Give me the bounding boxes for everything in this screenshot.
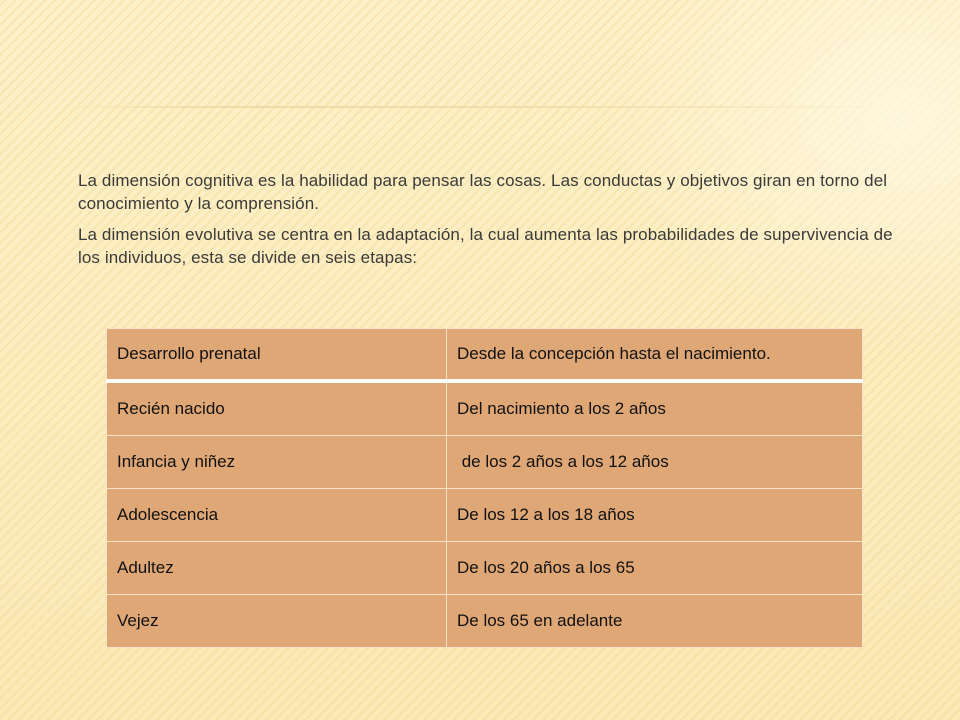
- table-row: [107, 489, 863, 542]
- stage-name-cell: Recién nacido: [107, 381, 447, 436]
- stage-range-cell: Del nacimiento a los 2 años: [447, 381, 863, 436]
- stage-range-cell: De los 20 años a los 65: [447, 542, 863, 595]
- stage-name-cell: Adultez: [107, 542, 447, 595]
- table-row: [107, 381, 863, 436]
- stage-name-cell: Adolescencia: [107, 489, 447, 542]
- table-row: [107, 595, 863, 648]
- paragraph-evolutive: La dimensión evolutiva se centra en la adaptación, la cual aumenta las probabilidades de supervivencia de los individuos, esta se divide en seis etapas:: [78, 225, 893, 267]
- table-row: [107, 329, 863, 382]
- title-divider-line: [60, 106, 910, 108]
- table-row: [107, 436, 863, 489]
- stage-name-cell: Infancia y niñez: [107, 436, 447, 489]
- paragraph-cognitive: La dimensión cognitiva es la habilidad para pensar las cosas. Las conductas y objetivos giran en torno del conocimiento y la comprensión.: [78, 171, 888, 213]
- stage-name-cell: Desarrollo prenatal: [107, 329, 447, 382]
- stage-range-cell: De los 12 a los 18 años: [447, 489, 863, 542]
- stage-range-cell: de los 2 años a los 12 años: [447, 436, 863, 489]
- intro-text: [78, 169, 908, 277]
- stage-name-cell: Vejez: [107, 595, 447, 648]
- table-row: [107, 542, 863, 595]
- stage-range-cell: Desde la concepción hasta el nacimiento.: [447, 329, 863, 382]
- stage-range-cell: De los 65 en adelante: [447, 595, 863, 648]
- life-stages-table: [106, 328, 863, 648]
